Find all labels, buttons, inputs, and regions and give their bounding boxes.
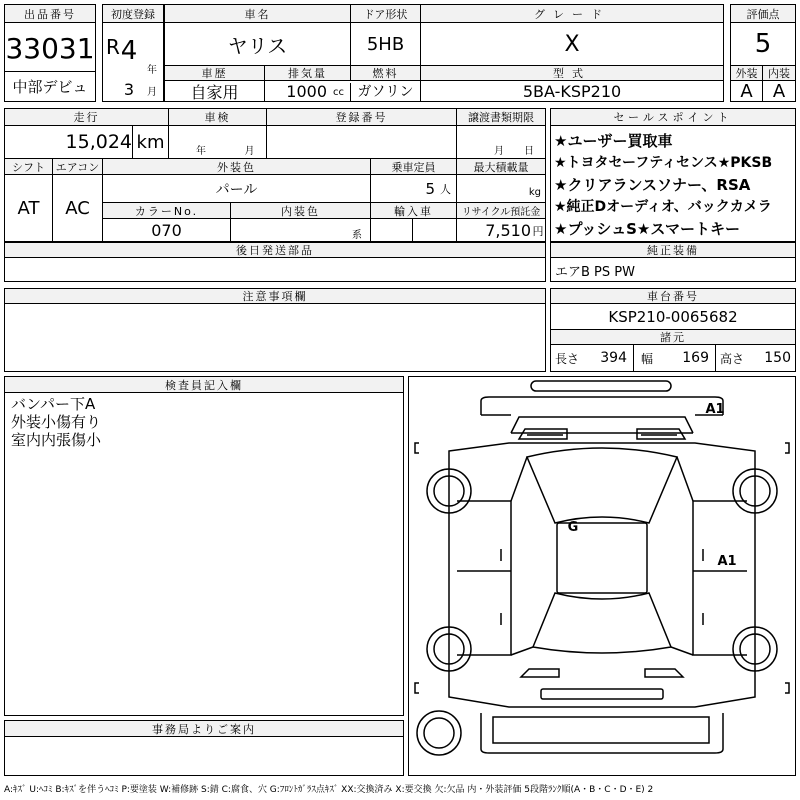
notes-box	[4, 288, 546, 372]
length-label: 長さ	[554, 351, 579, 366]
transfer-day-unit: 日	[524, 145, 534, 157]
score-box	[730, 4, 796, 102]
sales-point-item: ★純正Dオーディオ、バックカメラ	[554, 199, 772, 215]
color-no-label: カラーNo.	[103, 203, 231, 219]
specs-label: 諸元	[551, 330, 795, 345]
sales-point-item: ★クリアランスソナー、RSA	[554, 175, 751, 194]
exterior-grade-label: 外装	[731, 65, 763, 81]
history-value: 自家用	[165, 81, 265, 101]
fuel-value: ガソリン	[351, 81, 421, 101]
inspection-month-unit: 月	[233, 141, 267, 157]
interior-color-label: 内装色	[231, 203, 371, 219]
later-parts-box	[4, 242, 546, 282]
registration-month: 3	[123, 79, 135, 99]
model-value: 5BA-KSP210	[522, 81, 622, 101]
interior-color-unit: 系	[352, 229, 362, 241]
chassis-label: 車台番号	[551, 289, 795, 304]
length-value: 394	[600, 350, 627, 366]
rear-window	[533, 593, 671, 653]
model-label: 型式	[421, 65, 723, 81]
body-outline	[449, 443, 755, 707]
inspector-box	[4, 376, 404, 716]
car-name: ヤリス	[165, 23, 351, 65]
car-name-label: 車名	[165, 5, 351, 23]
front-bumper-top	[531, 381, 671, 391]
sales-point-item: ★プッシュS★スマートキー	[554, 219, 741, 238]
sales-points-box	[550, 108, 796, 242]
grade-label: グレード	[421, 5, 723, 23]
inspector-note: 外装小傷有り	[11, 413, 102, 431]
max-load-label: 最大積載量	[457, 159, 545, 175]
mileage-value: 15,024	[5, 126, 133, 158]
chassis-number: KSP210-0065682	[551, 304, 795, 330]
era-code: R	[106, 35, 120, 59]
height-label: 高さ	[719, 351, 744, 366]
details-box	[4, 108, 546, 242]
rear-bumper	[481, 713, 723, 753]
rear-garnish	[541, 689, 663, 699]
damage-mark-right-side: A1	[717, 553, 737, 569]
month-unit: 月	[147, 86, 157, 97]
registration-year: 4	[120, 36, 138, 66]
fuel-label: 燃料	[351, 65, 421, 81]
windshield	[527, 448, 677, 523]
max-load-unit: kg	[457, 175, 545, 203]
lot-number: 33031	[5, 31, 95, 65]
exterior-color-value: パール	[103, 175, 371, 203]
lot-number-label: 出品番号	[5, 5, 95, 23]
lot-number-box	[4, 4, 96, 102]
first-registration-box	[102, 4, 164, 102]
height-value: 150	[764, 350, 791, 366]
office-label: 事務局よりご案内	[5, 721, 403, 737]
inspector-note: 室内内張傷小	[11, 431, 102, 449]
mileage-unit: km	[133, 126, 169, 158]
transfer-month-unit: 月	[494, 145, 504, 157]
ac-label: エアコン	[53, 159, 103, 175]
recycle-unit: 円	[532, 225, 544, 238]
damage-mark-front: A1	[705, 401, 725, 417]
chassis-box	[550, 288, 796, 372]
recycle-fee: 7,510	[485, 220, 531, 240]
mileage-label: 走行	[5, 109, 169, 126]
legend: A:ｷｽﾞ U:ﾍｺﾐ B:ｷｽﾞを伴うﾍｺﾐ P:要塗装 W:補修跡 S:錆 C:腐食、穴 G:ﾌﾛﾝﾄｶﾞﾗｽ点ｷｽﾞ XX:交換済み X:要交換 欠:欠品 内・外装評価 5段階ﾗﾝｸ順(A・B・C・D・E) 2	[4, 784, 654, 795]
grade: X	[564, 31, 580, 57]
equipment-label: 純正装備	[551, 243, 795, 258]
door-type-label: ドア形状	[351, 5, 421, 23]
notes-label: 注意事項欄	[5, 289, 545, 304]
color-no-value: 070	[103, 219, 231, 241]
car-diagram	[408, 376, 796, 776]
year-unit: 年	[147, 64, 157, 75]
vehicle-main-box	[164, 4, 724, 102]
shift-value: AT	[5, 175, 53, 241]
registration-label: 登録番号	[267, 109, 457, 126]
hood	[511, 417, 693, 433]
width-label: 幅	[640, 351, 653, 366]
ac-value: AC	[53, 175, 103, 241]
sales-points-label: セールスポイント	[551, 109, 795, 126]
inspection-label: 車検	[169, 109, 267, 126]
displacement-unit: cc	[327, 83, 351, 101]
shift-label: シフト	[5, 159, 53, 175]
exterior-color-label: 外装色	[103, 159, 371, 175]
score-label: 評価点	[731, 5, 795, 23]
import-label: 輸入車	[371, 203, 457, 219]
sales-point-item: ★ユーザー買取車	[554, 131, 673, 150]
sales-point-item: ★トヨタセーフティセンス★PKSB	[554, 155, 773, 171]
capacity-label: 乗車定員	[371, 159, 457, 175]
capacity-unit: 人	[435, 175, 457, 203]
venue-name: 中部デビュ	[5, 71, 95, 101]
first-registration-label: 初度登録	[103, 5, 163, 23]
door-type: 5HB	[351, 23, 421, 65]
capacity-value: 5	[425, 180, 435, 198]
history-label: 車歴	[165, 65, 265, 81]
recycle-label: リサイクル預託金	[457, 203, 545, 219]
width-value: 169	[682, 350, 709, 366]
office-box	[4, 720, 404, 776]
exterior-grade: A	[731, 81, 763, 101]
later-parts-label: 後日発送部品	[5, 243, 545, 258]
equipment-box	[550, 242, 796, 282]
transfer-label: 譲渡書類期限	[457, 109, 545, 126]
displacement-value: 1000	[286, 81, 327, 101]
inspector-label: 検査員記入欄	[5, 377, 403, 393]
front-bumper	[481, 397, 723, 415]
displacement-label: 排気量	[265, 65, 351, 81]
score-value: 5	[754, 29, 772, 59]
interior-grade: A	[772, 81, 786, 101]
equipment-value: エアB PS PW	[555, 265, 635, 280]
inspection-year-unit: 年	[196, 145, 206, 157]
inspector-note: バンパー下A	[11, 395, 96, 413]
interior-grade-label: 内装	[763, 65, 795, 81]
damage-mark-windshield: G	[567, 519, 579, 535]
